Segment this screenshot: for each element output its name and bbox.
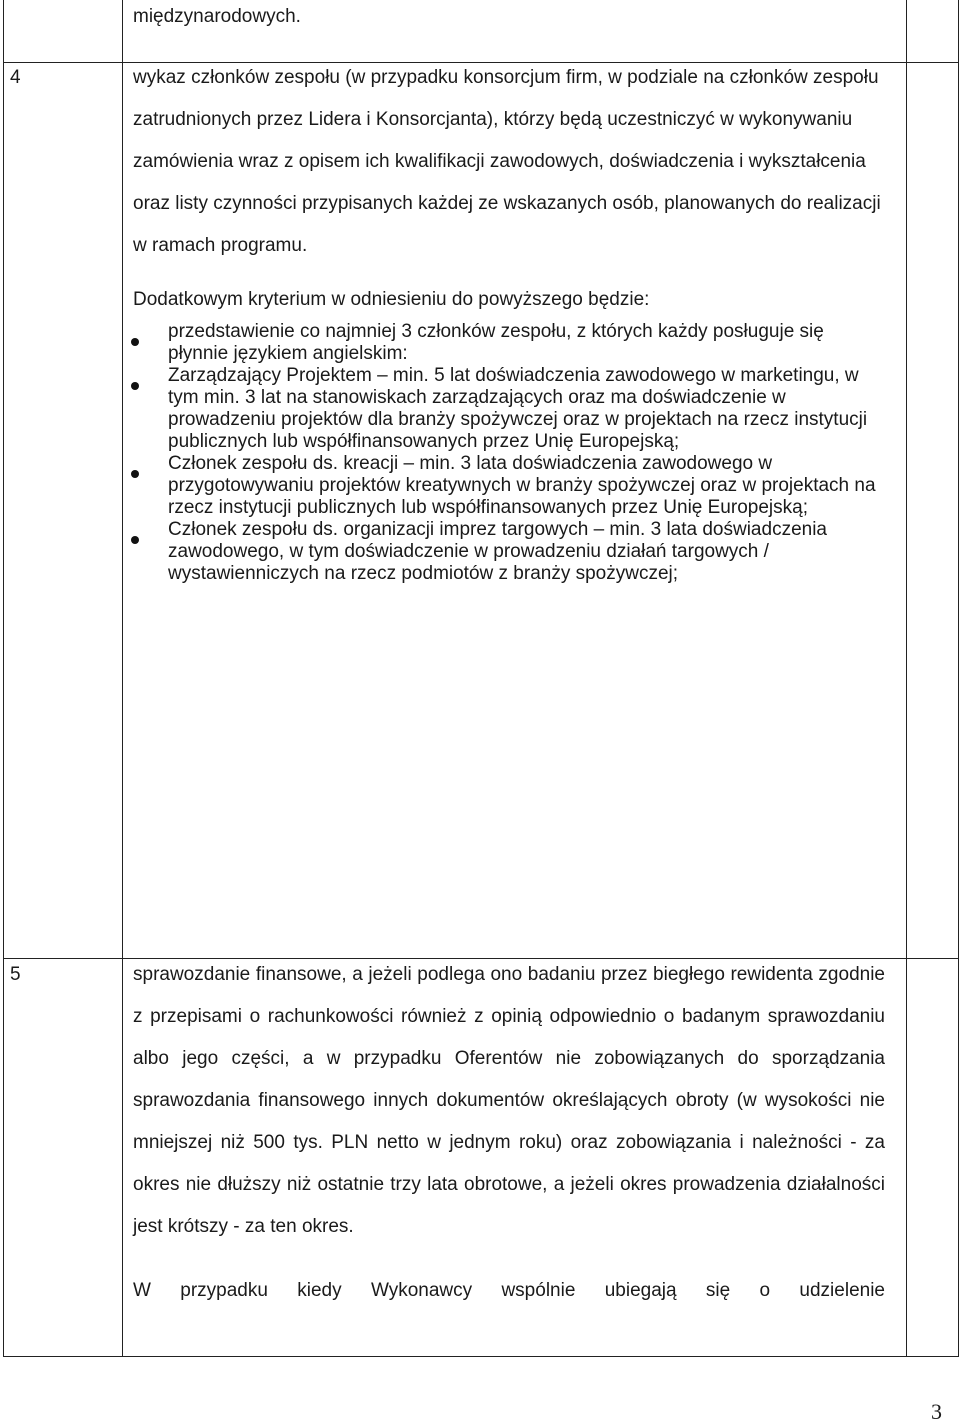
bullet-icon: [131, 382, 139, 390]
list-item-text: Członek zespołu ds. kreacji – min. 3 lata doświadczenia zawodowego w przygotowywaniu projektów kreatywnych w branży spożywczej oraz w projektach na rzecz instytucji publicznych lub współfinansowanych przez Unię Europejską;: [168, 453, 876, 518]
row-continuation: [133, 0, 885, 38]
bullet-icon: [131, 470, 139, 478]
row-5-content: [133, 954, 885, 1312]
paragraph: międzynarodowych.: [133, 6, 301, 27]
list-item-text: Zarządzający Projektem – min. 5 lat doświadczenia zawodowego w marketingu, w tym min. 3 lat na stanowiskach zarządzających oraz ma doświadczenie w prowadzeniu projektów dla branży spożywczej oraz w projektach na rzecz instytucji publicznych lub współfinansowanych przez Unię Europejską;: [168, 365, 868, 452]
list-item: [133, 321, 885, 365]
row-number: 5: [10, 964, 21, 985]
paragraph: W przypadku kiedy Wykonawcy wspólnie ubiegają się o udzielenie: [133, 1280, 885, 1301]
bullet-icon: [131, 536, 139, 544]
criteria-list: [133, 321, 885, 585]
list-item: [133, 365, 885, 453]
column-divider-right: [906, 0, 907, 1356]
column-divider-left: [122, 0, 123, 1356]
row-4-content: [133, 57, 885, 585]
paragraph: wykaz członków zespołu (w przypadku konsorcjum firm, w podziale na członków zespołu zatrudnionych przez Lidera i Konsorcjanta), którzy będą uczestniczyć w wykonywaniu zamówienia wraz z opisem ich kwalifikacji zawodowych, doświadczenia i wykształcenia oraz listy czynności przypisanych każdej ze wskazanych osób, planowanych do realizacji w ramach programu.: [133, 67, 881, 256]
bullet-icon: [131, 338, 139, 346]
list-item-text: Członek zespołu ds. organizacji imprez targowych – min. 3 lata doświadczenia zawodowego, w tym doświadczenie w prowadzeniu działań targowych / wystawienniczych na rzecz podmiotów z branży spożywczej;: [168, 519, 827, 584]
row-number: 4: [10, 67, 21, 88]
list-item-text: przedstawienie co najmniej 3 członków zespołu, z których każdy posługuje się płynnie językiem angielskim:: [168, 321, 824, 364]
paragraph: sprawozdanie finansowe, a jeżeli podlega ono badaniu przez biegłego rewidenta zgodnie z przepisami o rachunkowości również z opinią odpowiednio o badanym sprawozdaniu albo jego części, a w przypadku Oferentów nie zobowiązanych do sporządzania sprawozdania finansowego innych dokumentów określających obroty (w wysokości nie mniejszej niż 500 tys. PLN netto w jednym roku) oraz zobowiązania i należności - za okres nie dłuższy niż ostatnie trzy lata obrotowe, a jeżeli okres prowadzenia działalności jest krótszy - za ten okres.: [133, 964, 885, 1237]
page-number: 3: [931, 1399, 942, 1424]
list-item: [133, 453, 885, 519]
list-item: [133, 519, 885, 585]
paragraph: Dodatkowym kryterium w odniesieniu do powyższego będzie:: [133, 289, 650, 310]
